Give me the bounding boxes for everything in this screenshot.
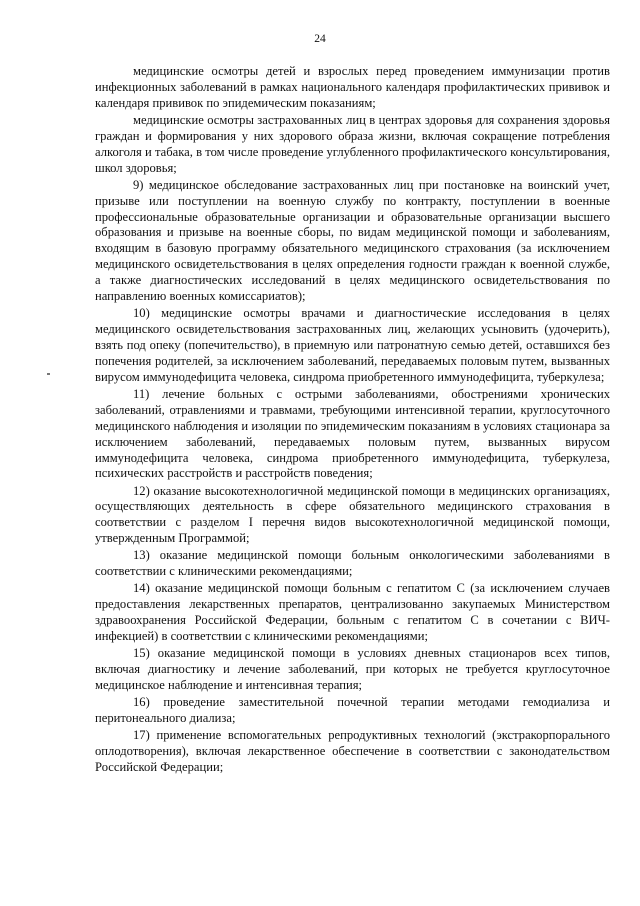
- paragraph-item-15: 15) оказание медицинской помощи в условиях дневных стационаров всех типов, включая диагностику и лечение заболеваний, при которых не требуется круглосуточное медицинское наблюдение и интенсивная терапия;: [95, 646, 610, 692]
- paragraph-item-16: 16) проведение заместительной почечной терапии методами гемодиализа и перитонеального диализа;: [95, 695, 610, 725]
- paragraph-item-9: 9) медицинское обследование застрахованных лиц при постановке на воинский учет, призыве или поступлении на военную службу по контракту, поступлении в военные профессиональные образовательные организации и образовательные организации высшего образования и призыве на военные сборы, по видам медицинской помощи и заболеваниям, входящим в базовую программу обязательного медицинского страхования (за исключением медицинского освидетельствования в целях определения годности граждан к военной службе, а также диагностических исследований в целях медицинского освидетельствования по направлению военных комиссариатов);: [95, 177, 610, 304]
- paragraph-medical-exams-immunization: медицинские осмотры детей и взрослых перед проведением иммунизации против инфекционных заболеваний в рамках национального календаря профилактических прививок и календаря прививок по эпидемическим показаниям;: [95, 64, 610, 110]
- paragraph-item-11: 11) лечение больных с острыми заболеваниями, обострениями хронических заболеваний, отравлениями и травмами, требующими интенсивной терапии, круглосуточного медицинского наблюдения и изоляции по эпидемическим показаниям в условиях стационара за исключением заболеваний, передаваемых половым путем, вызванных вирусом иммунодефицита человека, синдрома приобретенного иммунодефицита, туберкулеза, психических расстройств и расстройств поведения;: [95, 386, 610, 481]
- paragraph-item-10: 10) медицинские осмотры врачами и диагностические исследования в целях медицинского освидетельствования застрахованных лиц, желающих усыновить (удочерить), взять под опеку (попечительство), в приемную или патронатную семью детей, оставшихся без попечения родителей, за исключением заболеваний, передаваемых половым путем, вызванных вирусом иммунодефицита человека, синдрома приобретенного иммунодефицита, туберкулеза;: [95, 306, 610, 384]
- document-body: [95, 64, 610, 777]
- paragraph-item-12: 12) оказание высокотехнологичной медицинской помощи в медицинских организациях, осуществляющих деятельность в сфере обязательного медицинского страхования в соответствии с разделом I перечня видов высокотехнологичной медицинской помощи, утвержденным Программой;: [95, 483, 610, 546]
- margin-mark: [47, 373, 50, 375]
- paragraph-item-14: 14) оказание медицинской помощи больным с гепатитом С (за исключением случаев предоставления лекарственных препаратов, централизованно закупаемых Министерством здравоохранения Российской Федерации, больным с гепатитом С в сочетании с ВИЧ-инфекцией) в соответствии с клиническими рекомендациями;: [95, 581, 610, 644]
- paragraph-item-13: 13) оказание медицинской помощи больным онкологическими заболеваниями в соответствии с клиническими рекомендациями;: [95, 548, 610, 579]
- paragraph-health-centers: медицинские осмотры застрахованных лиц в центрах здоровья для сохранения здоровья граждан и формирования у них здорового образа жизни, включая сокращение потребления алкоголя и табака, в том числе проведение углубленного профилактического консультирования, школ здоровья;: [95, 112, 610, 175]
- paragraph-item-17: 17) применение вспомогательных репродуктивных технологий (экстракорпорального оплодотворения), включая лекарственное обеспечение в соответствии с законодательством Российской Федерации;: [95, 728, 610, 774]
- page-number: 24: [314, 33, 326, 45]
